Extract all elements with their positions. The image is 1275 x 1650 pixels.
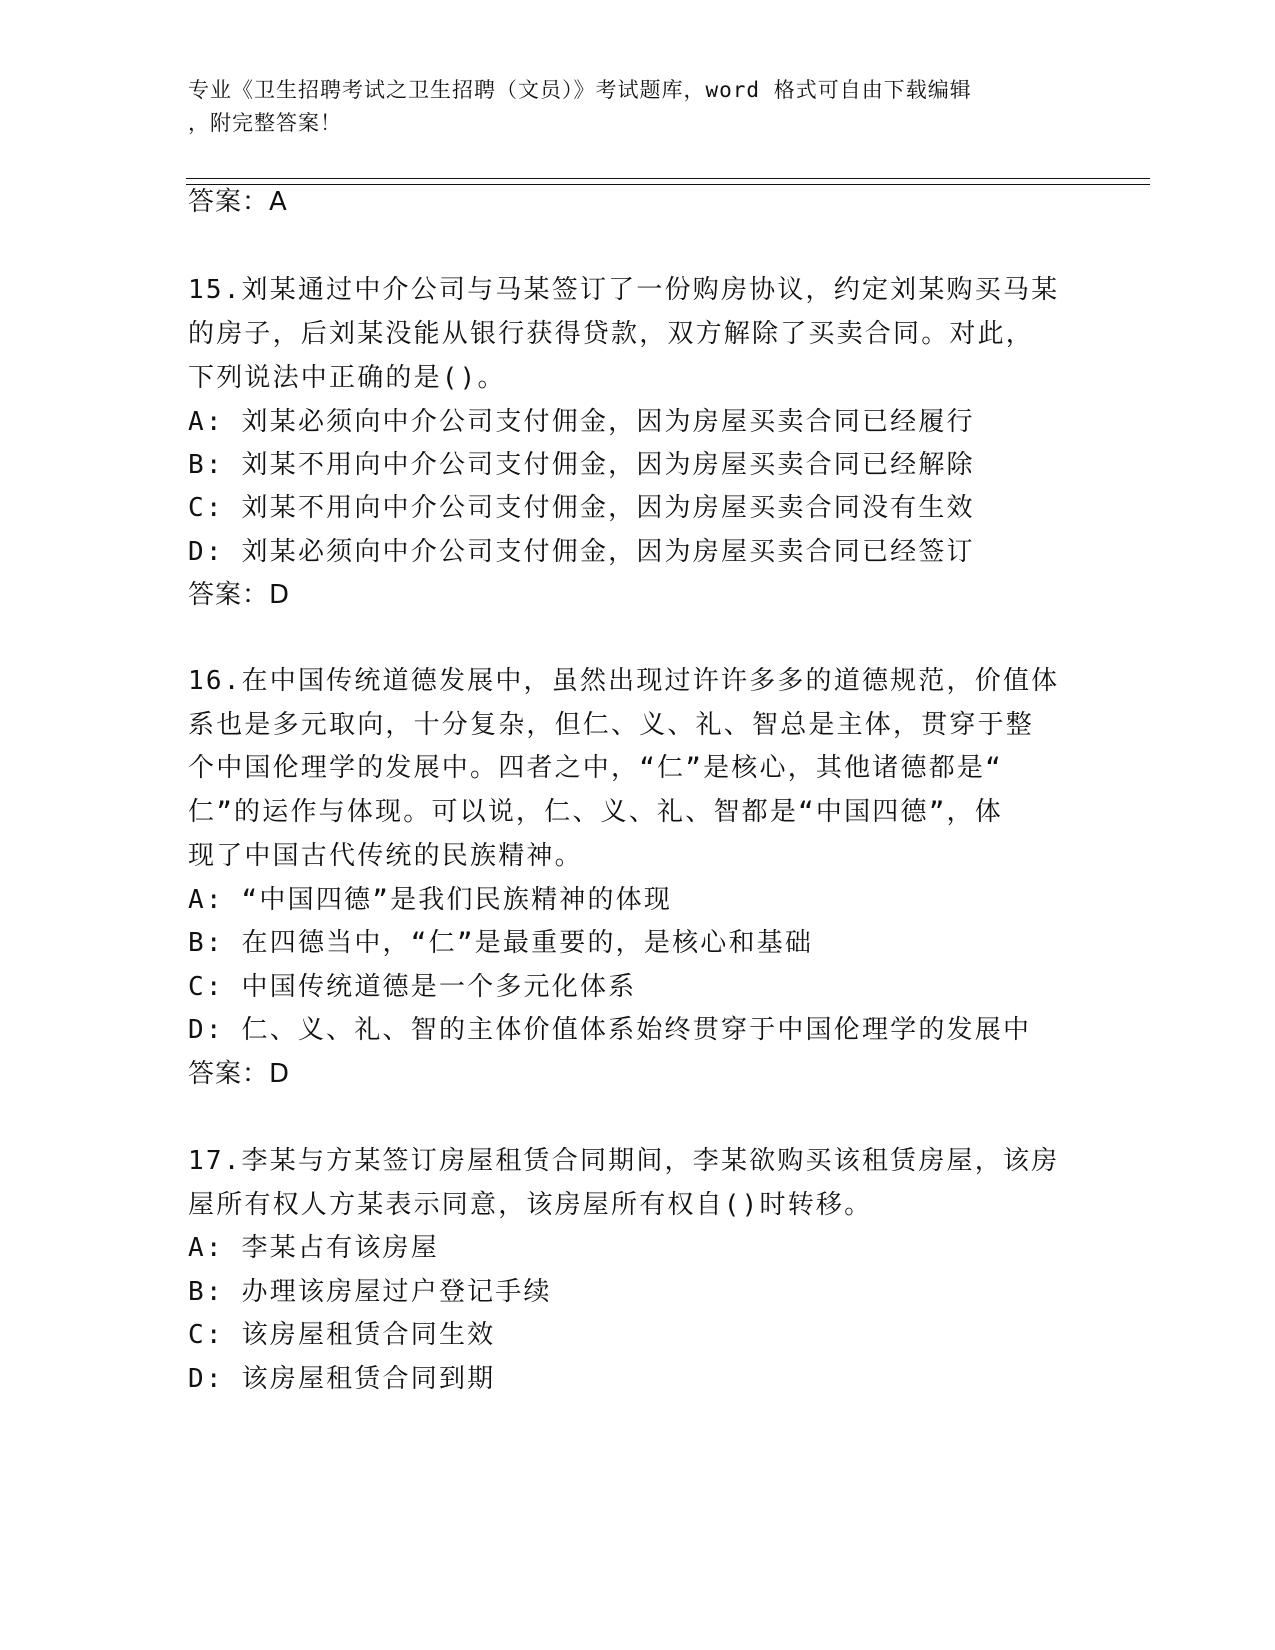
option-a: A: 李某占有该房屋 [188,1233,439,1263]
header-rule-top [186,178,1150,179]
question-text-line: 16.在中国传统道德发展中，虽然出现过许许多多的道德规范，价值体 [188,666,1060,696]
header-line-2: ，附完整答案！ [188,111,342,135]
question-text-line: 仁”的运作与体现。可以说，仁、义、礼、智都是“中国四德”，体 [188,797,1003,827]
question-text-line: 现了中国古代传统的民族精神。 [188,841,583,871]
header-rule-bottom [186,184,1150,185]
option-c: C: 刘某不用向中介公司支付佣金，因为房屋买卖合同没有生效 [188,493,975,523]
question-text-line: 个中国伦理学的发展中。四者之中，“仁”是核心，其他诸德都是“ [188,753,1003,783]
question-text-line: 15.刘某通过中介公司与马某签订了一份购房协议，约定刘某购买马某 [188,275,1060,305]
question-text-line: 的房子，后刘某没能从银行获得贷款，双方解除了买卖合同。对此， [188,319,1035,349]
answer: 答案：D [188,580,291,610]
answer-previous: 答案：A [188,187,288,217]
option-b: B: 在四德当中，“仁”是最重要的，是核心和基础 [188,928,814,958]
option-c: C: 该房屋租赁合同生效 [188,1320,496,1350]
option-b: B: 刘某不用向中介公司支付佣金，因为房屋买卖合同已经解除 [188,450,975,480]
option-d: D: 仁、义、礼、智的主体价值体系始终贯穿于中国伦理学的发展中 [188,1015,1032,1045]
header-line-1: 专业《卫生招聘考试之卫生招聘（文员）》考试题库，word 格式可自由下载编辑 [188,78,972,102]
question-text-line: 下列说法中正确的是()。 [188,363,506,393]
option-a: A: “中国四德”是我们民族精神的体现 [188,885,673,915]
header-text [188,74,1088,140]
option-c: C: 中国传统道德是一个多元化体系 [188,972,637,1002]
question-text-line: 屋所有权人方某表示同意，该房屋所有权自()时转移。 [188,1190,873,1220]
option-a: A: 刘某必须向中介公司支付佣金，因为房屋买卖合同已经履行 [188,407,975,437]
option-b: B: 办理该房屋过户登记手续 [188,1277,552,1307]
question-text-line: 17.李某与方某签订房屋租赁合同期间，李某欲购买该租赁房屋，该房 [188,1146,1060,1176]
option-d: D: 该房屋租赁合同到期 [188,1364,496,1394]
option-d: D: 刘某必须向中介公司支付佣金，因为房屋买卖合同已经签订 [188,537,975,567]
answer: 答案：D [188,1059,291,1089]
question-text-line: 系也是多元取向，十分复杂，但仁、义、礼、智总是主体，贯穿于整 [188,710,1035,740]
